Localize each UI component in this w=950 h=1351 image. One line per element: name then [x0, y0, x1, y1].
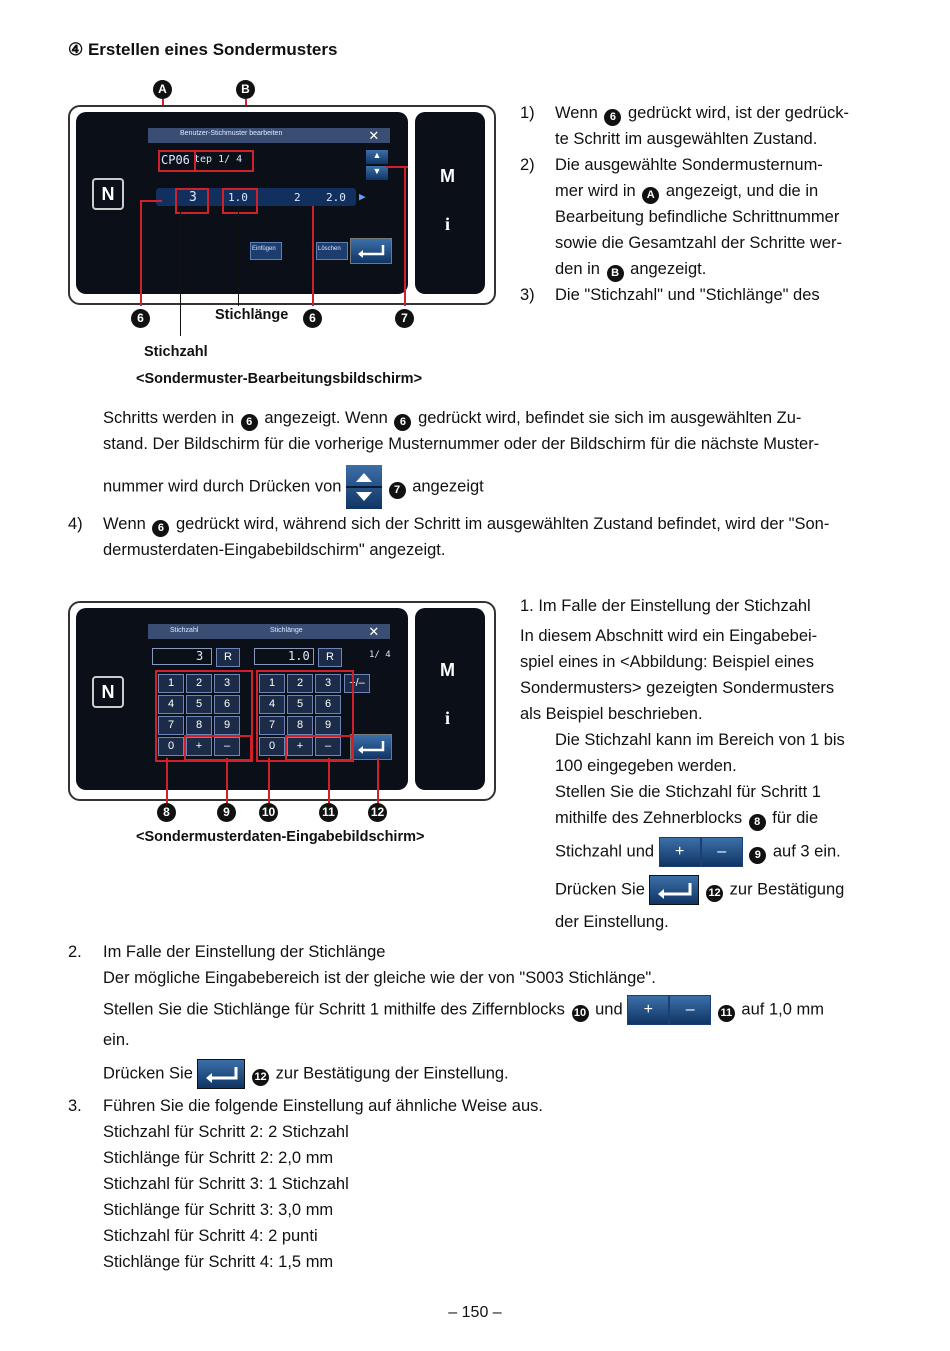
callout-11: 11	[319, 803, 338, 822]
header-stichzahl: Stichzahl	[170, 627, 199, 634]
callout-6-right: 6	[303, 309, 322, 328]
key-5[interactable]: 5	[186, 695, 212, 714]
plus-button-icon: +	[659, 837, 701, 867]
reset-length-button[interactable]: R	[318, 648, 342, 667]
enter-icon	[351, 735, 391, 759]
key-5-r[interactable]: 5	[287, 695, 313, 714]
figure1-caption: <Sondermuster-Bearbeitungsbildschirm>	[136, 371, 423, 387]
key-4-r[interactable]: 4	[259, 695, 285, 714]
steps-list-1: 1) Wenn 6 gedrückt wird, ist der gedrück- te Schritt im ausgewählten Zustand. 2) Die ausgewählte Sondermusternum- mer wird in A angezeigt, und die in Bearbeitung befindliche Schrittnummer sowie die Gesamtzahl der Schritte wer- den in B angezeigt. 3) Die "Stichzahl" und "Stichlänge" des	[520, 104, 850, 304]
side-panel-2	[415, 608, 485, 790]
next-pattern-button[interactable]: ▼	[366, 166, 388, 180]
key-7-r[interactable]: 7	[259, 716, 285, 735]
callout-7: 7	[395, 309, 414, 328]
info-button-2[interactable]: i	[445, 708, 451, 728]
enter-button[interactable]	[350, 238, 392, 264]
plus-button-icon-2: +	[627, 995, 669, 1025]
enter-button-icon	[649, 875, 699, 905]
key-9-r[interactable]: 9	[315, 716, 341, 735]
count-input[interactable]: 3	[196, 649, 204, 663]
close-icon-2[interactable]: ✕	[369, 621, 379, 640]
updown-button-icon	[346, 465, 382, 509]
prev-pattern-button[interactable]: ▲	[366, 150, 388, 164]
step-indicator: tep 1/ 4	[194, 154, 243, 165]
screen-title: Benutzer-Stichmuster bearbeiten	[180, 130, 283, 137]
stitch-length-value[interactable]: 1.0	[228, 191, 248, 204]
key-2-r[interactable]: 2	[287, 674, 313, 693]
close-icon[interactable]: ✕	[369, 125, 379, 144]
header-stichlaenge: Stichlänge	[270, 627, 303, 634]
callout-8: 8	[157, 803, 176, 822]
key-1-r[interactable]: 1	[259, 674, 285, 693]
key-6-r[interactable]: 6	[315, 695, 341, 714]
next-stitch-length[interactable]: 2.0	[326, 191, 346, 204]
key-8-r[interactable]: 8	[287, 716, 313, 735]
enter-button-icon-2	[197, 1059, 245, 1089]
key-3[interactable]: 3	[214, 674, 240, 693]
m-button-2[interactable]: M	[440, 660, 455, 680]
page-number: – 150 –	[448, 1304, 502, 1321]
minus-button-icon: –	[701, 837, 743, 867]
callout-9: 9	[217, 803, 236, 822]
section-stichlaenge: 2. Im Falle der Einstellung der Stichlänge Der mögliche Eingabebereich ist der gleiche wie der von "S003 Stichlänge". Stellen Sie die Stichlänge für Schritt 1 mithilfe des Ziffernblocks 10 und + – 11 auf 1,0 mm ein. Drücken Sie 12 zur Bestätigung der Einstellung. 3. Führen Sie die folgende Einstellung auf ähnliche Weise aus. Stichzahl für Schritt 2: 2 Stichzahl Stichlänge für Schritt 2: 2,0 mm Stichzahl für Schritt 3: 1 Stichzahl Stichlänge für Schritt 3: 3,0 mm Stichzahl für Schritt 4: 2 punti Stichlänge für Schritt 4: 1,5 mm	[68, 943, 824, 1271]
callout-12: 12	[368, 803, 387, 822]
callout-10: 10	[259, 803, 278, 822]
key-1[interactable]: 1	[158, 674, 184, 693]
key-8[interactable]: 8	[186, 716, 212, 735]
side-panel	[415, 112, 485, 294]
key-0[interactable]: 0	[158, 737, 184, 756]
callout-b: B	[236, 80, 255, 99]
minus-button-icon-2: –	[669, 995, 711, 1025]
section-heading: ④ Erstellen eines Sondermusters	[68, 40, 338, 59]
key-plus[interactable]: +	[186, 737, 212, 756]
enter-icon	[351, 239, 391, 263]
mid-paragraph: Schritts werden in 6 angezeigt. Wenn 6 gedrückt wird, befindet sie sich im ausgewählten Zu- stand. Der Bildschirm für die vorherige Musternummer oder der Bildschirm für die nächste Muster- nummer wird durch Drücken von 7 angezeigt	[103, 405, 883, 509]
key-4[interactable]: 4	[158, 695, 184, 714]
callout-6-left: 6	[131, 309, 150, 328]
step-indicator-2: 1/ 4	[369, 650, 391, 660]
pattern-code: CP06	[161, 153, 190, 167]
label-stichzahl: Stichzahl	[144, 344, 208, 360]
key-minus[interactable]: –	[214, 737, 240, 756]
label-stichlaenge: Stichlänge	[215, 307, 289, 323]
insert-button[interactable]: Einfügen	[252, 246, 276, 252]
enter-button-2[interactable]	[350, 734, 392, 760]
key-9[interactable]: 9	[214, 716, 240, 735]
nfc-icon: N	[92, 178, 124, 210]
delete-button[interactable]: Löschen	[318, 246, 341, 252]
key-7[interactable]: 7	[158, 716, 184, 735]
key-3-r[interactable]: 3	[315, 674, 341, 693]
step-4: 4) Wenn 6 gedrückt wird, während sich der Schritt im ausgewählten Zustand befindet, wird der "Son- dermusterdaten-Eingabebildschirm" angezeigt.	[68, 515, 830, 559]
key-plus-r[interactable]: +	[287, 737, 313, 756]
info-button[interactable]: i	[445, 214, 451, 234]
m-button[interactable]: M	[440, 166, 455, 186]
callout-a: A	[153, 80, 172, 99]
nfc-icon-2: N	[92, 676, 124, 708]
key-6[interactable]: 6	[214, 695, 240, 714]
key-minus-r[interactable]: –	[315, 737, 341, 756]
key-2[interactable]: 2	[186, 674, 212, 693]
section-stichzahl: 1. Im Falle der Einstellung der Stichzahl In diesem Abschnitt wird ein Eingabebei- spiel eines in <Abbildung: Beispiel eines Sondermusters> gezeigten Sondermusters als Beispiel beschrieben. Die Stichzahl kann im Bereich von 1 bis 100 eingegeben werden. Stellen Sie die Stichzahl für Schritt 1 mithilfe des Zehnerblocks 8 für die Stichzahl und + – 9 auf 3 ein. Drücken Sie 12 zur Bestätigung der Einstellung.	[520, 597, 845, 931]
reset-count-button[interactable]: R	[216, 648, 240, 667]
stitch-count-value[interactable]: 3	[189, 190, 197, 205]
key-0-r[interactable]: 0	[259, 737, 285, 756]
sign-toggle-button[interactable]: +/–	[344, 674, 370, 693]
next-stitch-count[interactable]: 2	[294, 191, 301, 204]
chevron-right-icon: ▶	[359, 190, 366, 203]
length-input[interactable]: 1.0	[288, 649, 310, 663]
figure2-caption: <Sondermusterdaten-Eingabebildschirm>	[136, 829, 425, 845]
